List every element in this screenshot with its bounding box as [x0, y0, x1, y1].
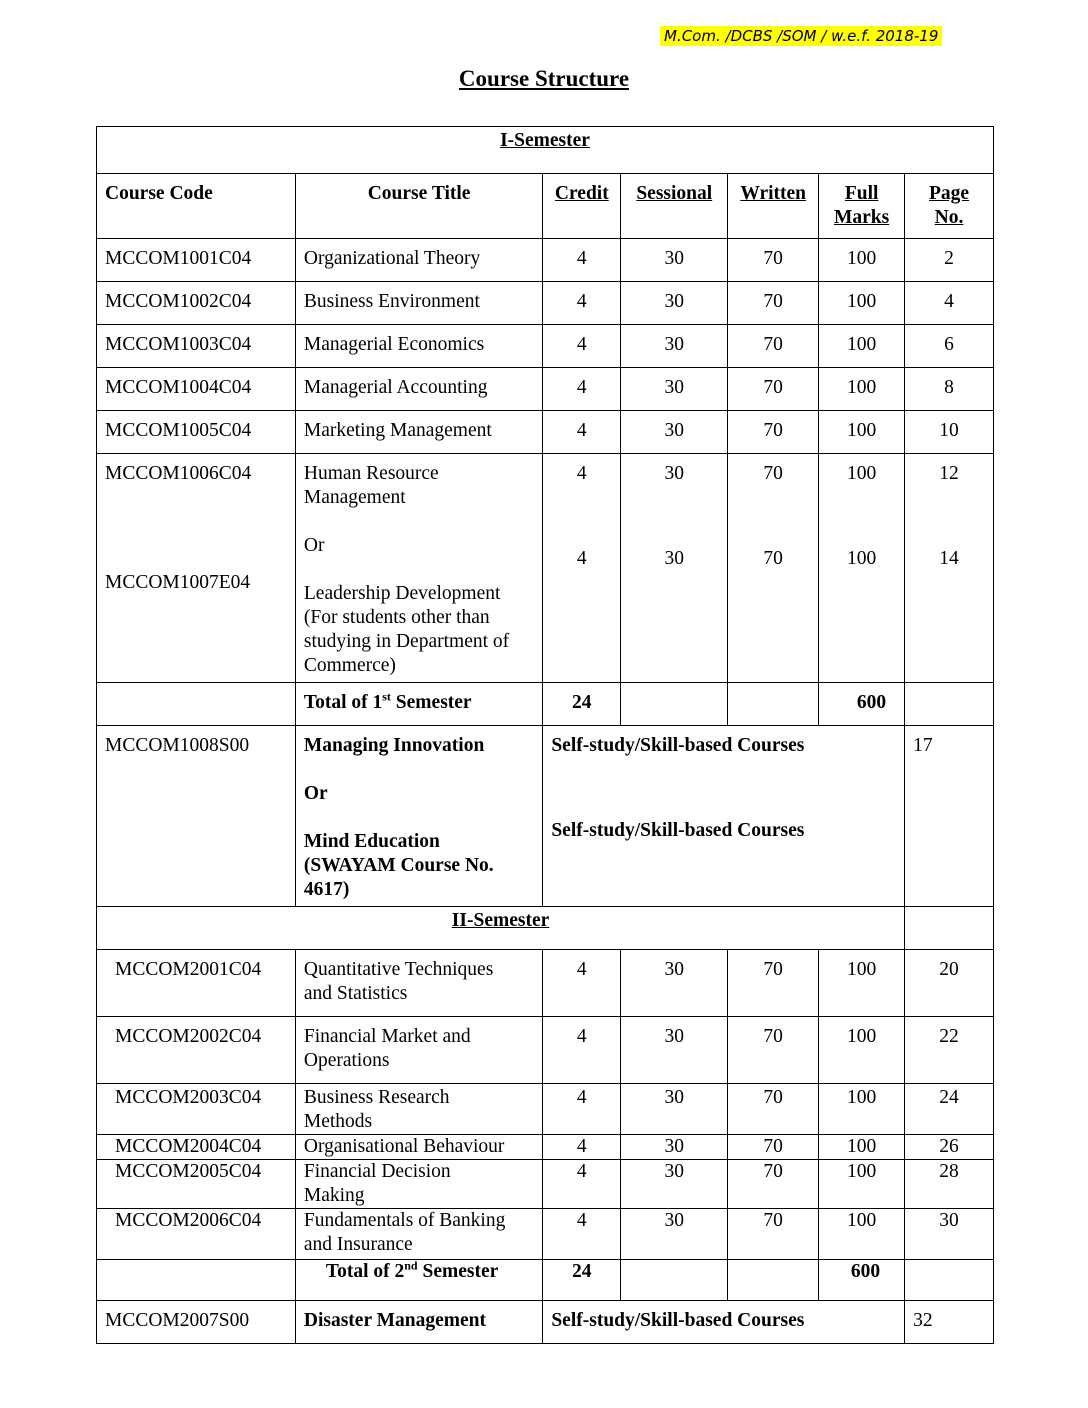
credit-value: 4 [543, 1209, 621, 1260]
written-value: 70 [728, 411, 819, 454]
semester-2-total-label [295, 1260, 542, 1301]
page-no-value: 28 [905, 1160, 994, 1209]
page-no-value: 6 [905, 325, 994, 368]
header-credit: Credit [543, 174, 621, 239]
total-label-ordinal: st [382, 689, 391, 704]
page-no-value: 14 [939, 548, 959, 569]
course-code: MCCOM2002C04 [97, 1017, 296, 1084]
full-marks-value: 100 [846, 548, 877, 569]
sessional-value: 30 [621, 411, 728, 454]
full-marks-value: 100 [819, 325, 905, 368]
sessional-value: 30 [664, 463, 684, 484]
semester-1-total-label [295, 683, 542, 726]
self-study-course-titles [295, 726, 542, 907]
course-code: MCCOM2004C04 [97, 1135, 296, 1160]
credit-value: 4 [543, 1017, 621, 1084]
written-value: 70 [728, 1135, 819, 1160]
course-code: MCCOM2005C04 [97, 1160, 296, 1209]
table-row [97, 282, 994, 325]
course-title-line2: Operations [303, 1050, 390, 1071]
or-label: Or [303, 535, 325, 556]
written-value: 70 [728, 325, 819, 368]
full-marks-value: 100 [819, 1209, 905, 1260]
course-title: Marketing Management [295, 411, 542, 454]
table-row [97, 1017, 994, 1084]
elective-sessional [621, 454, 728, 683]
written-value: 70 [728, 282, 819, 325]
full-marks-value: 100 [819, 1160, 905, 1209]
header-page-no-line2: No. [934, 207, 964, 228]
total-label-ordinal: nd [404, 1258, 418, 1273]
total-label-text: Total of 1 [303, 692, 383, 713]
total-empty-cell [621, 683, 728, 726]
credit-value: 4 [543, 325, 621, 368]
header-course-title: Course Title [295, 174, 542, 239]
semester-1-total-full-marks: 600 [819, 683, 905, 726]
sessional-value: 30 [664, 548, 684, 569]
full-marks-value: 100 [819, 1017, 905, 1084]
written-value: 70 [728, 1017, 819, 1084]
page-no-value: 22 [905, 1017, 994, 1084]
total-empty-cell [728, 1260, 819, 1301]
header-course-code: Course Code [97, 174, 296, 239]
course-title-line2: Making [303, 1185, 365, 1206]
course-code: MCCOM2006C04 [97, 1209, 296, 1260]
total-label-suffix: Semester [417, 1261, 499, 1282]
course-title-line2: Methods [303, 1111, 373, 1132]
table-row [97, 1209, 994, 1260]
semester-2-total-credit: 24 [543, 1260, 621, 1301]
full-marks-value: 100 [819, 368, 905, 411]
course-title: Human Resource [303, 463, 439, 484]
course-title: Commerce) [303, 655, 396, 676]
credit-value: 4 [576, 548, 587, 569]
written-value: 70 [763, 463, 783, 484]
course-code: MCCOM1003C04 [97, 325, 296, 368]
full-marks-value: 100 [819, 282, 905, 325]
page-no-value: 30 [905, 1209, 994, 1260]
course-title: Management [303, 487, 406, 508]
header-full-marks-line2: Marks [833, 207, 890, 228]
course-title-line1: Fundamentals of Banking [303, 1210, 506, 1231]
course-title-line2: and Statistics [303, 983, 408, 1004]
table-row [97, 950, 994, 1017]
course-title [295, 1084, 542, 1135]
elective-page-no [905, 454, 994, 683]
written-value: 70 [728, 1084, 819, 1135]
elective-course-titles [295, 454, 542, 683]
course-code: MCCOM1005C04 [97, 411, 296, 454]
course-title: Leadership Development [303, 583, 501, 604]
credit-value: 4 [576, 463, 587, 484]
header-sessional: Sessional [621, 174, 728, 239]
course-title: Mind Education [303, 831, 440, 852]
semester-1-heading: I-Semester [97, 127, 994, 174]
table-row [97, 1084, 994, 1135]
elective-course-codes [97, 454, 296, 683]
header-page-no-line1: Page [929, 183, 970, 204]
written-value: 70 [728, 1160, 819, 1209]
elective-credit [543, 454, 621, 683]
page-no-value: 2 [905, 239, 994, 282]
course-type-label: Self-study/Skill-based Courses [543, 1301, 905, 1344]
elective-written [728, 454, 819, 683]
full-marks-value: 100 [819, 950, 905, 1017]
sessional-value: 30 [621, 325, 728, 368]
sessional-value: 30 [621, 950, 728, 1017]
page-no-value: 24 [905, 1084, 994, 1135]
course-title: studying in Department of [303, 631, 510, 652]
semester-1-total-credit: 24 [543, 683, 621, 726]
credit-value: 4 [543, 1135, 621, 1160]
total-label-suffix: Semester [390, 692, 472, 713]
page-no-value: 26 [905, 1135, 994, 1160]
semester-2-self-study-row [97, 1301, 994, 1344]
course-title [295, 1160, 542, 1209]
semester-2-total-full-marks: 600 [819, 1260, 905, 1301]
course-title: Managerial Accounting [295, 368, 542, 411]
course-code: MCCOM2001C04 [97, 950, 296, 1017]
course-title-line1: Quantitative Techniques [303, 959, 494, 980]
table-row [97, 368, 994, 411]
total-empty-cell [97, 683, 296, 726]
table-row [97, 1135, 994, 1160]
written-value: 70 [728, 950, 819, 1017]
table-row [97, 1160, 994, 1209]
course-title [295, 1017, 542, 1084]
sessional-value: 30 [621, 368, 728, 411]
course-code: MCCOM1001C04 [97, 239, 296, 282]
course-title: Managing Innovation [303, 735, 485, 756]
or-label: Or [303, 783, 328, 804]
header-page-no [905, 174, 994, 239]
header-written: Written [728, 174, 819, 239]
sessional-value: 30 [621, 1135, 728, 1160]
semester-1-total-row [97, 683, 994, 726]
credit-value: 4 [543, 1084, 621, 1135]
credit-value: 4 [543, 411, 621, 454]
course-title: Organisational Behaviour [295, 1135, 542, 1160]
semester-2-heading-row [97, 907, 994, 950]
course-code: MCCOM2003C04 [97, 1084, 296, 1135]
course-code: MCCOM1006C04 [105, 463, 252, 484]
credit-value: 4 [543, 282, 621, 325]
total-empty-cell [728, 683, 819, 726]
full-marks-value: 100 [819, 411, 905, 454]
course-title: Disaster Management [295, 1301, 542, 1344]
course-code: MCCOM1008S00 [97, 726, 296, 907]
course-structure-table [96, 126, 994, 1344]
course-title [295, 1209, 542, 1260]
page-no-value: 32 [905, 1301, 994, 1344]
table-row [97, 325, 994, 368]
sessional-value: 30 [621, 239, 728, 282]
course-code: MCCOM1002C04 [97, 282, 296, 325]
table-row [97, 239, 994, 282]
document-code-tag: M.Com. /DCBS /SOM / w.e.f. 2018-19 [660, 26, 942, 46]
credit-value: 4 [543, 950, 621, 1017]
course-code: MCCOM1007E04 [105, 572, 251, 593]
page-title: Course Structure [458, 66, 630, 91]
course-title [295, 950, 542, 1017]
written-value: 70 [728, 1209, 819, 1260]
course-title: 4617) [303, 879, 350, 900]
sessional-value: 30 [621, 1160, 728, 1209]
sessional-value: 30 [621, 1084, 728, 1135]
total-empty-cell [621, 1260, 728, 1301]
course-title: Organizational Theory [295, 239, 542, 282]
sessional-value: 30 [621, 1209, 728, 1260]
header-full-marks-line1: Full [844, 183, 879, 204]
written-value: 70 [763, 548, 783, 569]
course-code: MCCOM1004C04 [97, 368, 296, 411]
self-study-course-type [543, 726, 905, 907]
total-empty-cell [905, 683, 994, 726]
elective-row [97, 454, 994, 683]
page-no-value: 10 [905, 411, 994, 454]
course-title-line1: Financial Market and [303, 1026, 471, 1047]
page-no-value: 17 [905, 726, 994, 907]
credit-value: 4 [543, 368, 621, 411]
course-title-line1: Financial Decision [303, 1161, 451, 1182]
course-title: Business Environment [295, 282, 542, 325]
credit-value: 4 [543, 239, 621, 282]
page-no-value: 20 [905, 950, 994, 1017]
course-type-label: Self-study/Skill-based Courses [551, 820, 805, 841]
sessional-value: 30 [621, 282, 728, 325]
course-code: MCCOM2007S00 [97, 1301, 296, 1344]
course-title-line1: Business Research [303, 1087, 450, 1108]
header-row [97, 174, 994, 239]
total-label-text: Total of 2 [325, 1261, 405, 1282]
course-title: Managerial Economics [295, 325, 542, 368]
full-marks-value: 100 [819, 1084, 905, 1135]
course-title: (SWAYAM Course No. [303, 855, 494, 876]
full-marks-value: 100 [819, 1135, 905, 1160]
credit-value: 4 [543, 1160, 621, 1209]
page-no-value: 12 [939, 463, 959, 484]
header-full-marks [819, 174, 905, 239]
full-marks-value: 100 [846, 463, 877, 484]
total-empty-cell [97, 1260, 296, 1301]
semester-1-self-study-row [97, 726, 994, 907]
full-marks-value: 100 [819, 239, 905, 282]
table-row [97, 411, 994, 454]
semester-2-total-row [97, 1260, 994, 1301]
semester-1-heading-row [97, 127, 994, 174]
total-empty-cell [905, 1260, 994, 1301]
sessional-value: 30 [621, 1017, 728, 1084]
semester-2-heading: II-Semester [97, 907, 905, 950]
written-value: 70 [728, 368, 819, 411]
page-no-value: 8 [905, 368, 994, 411]
course-title-line2: and Insurance [303, 1234, 413, 1255]
course-type-label: Self-study/Skill-based Courses [551, 735, 805, 756]
semester-2-heading-empty [905, 907, 994, 950]
course-title: (For students other than [303, 607, 490, 628]
page-no-value: 4 [905, 282, 994, 325]
written-value: 70 [728, 239, 819, 282]
elective-full-marks [819, 454, 905, 683]
